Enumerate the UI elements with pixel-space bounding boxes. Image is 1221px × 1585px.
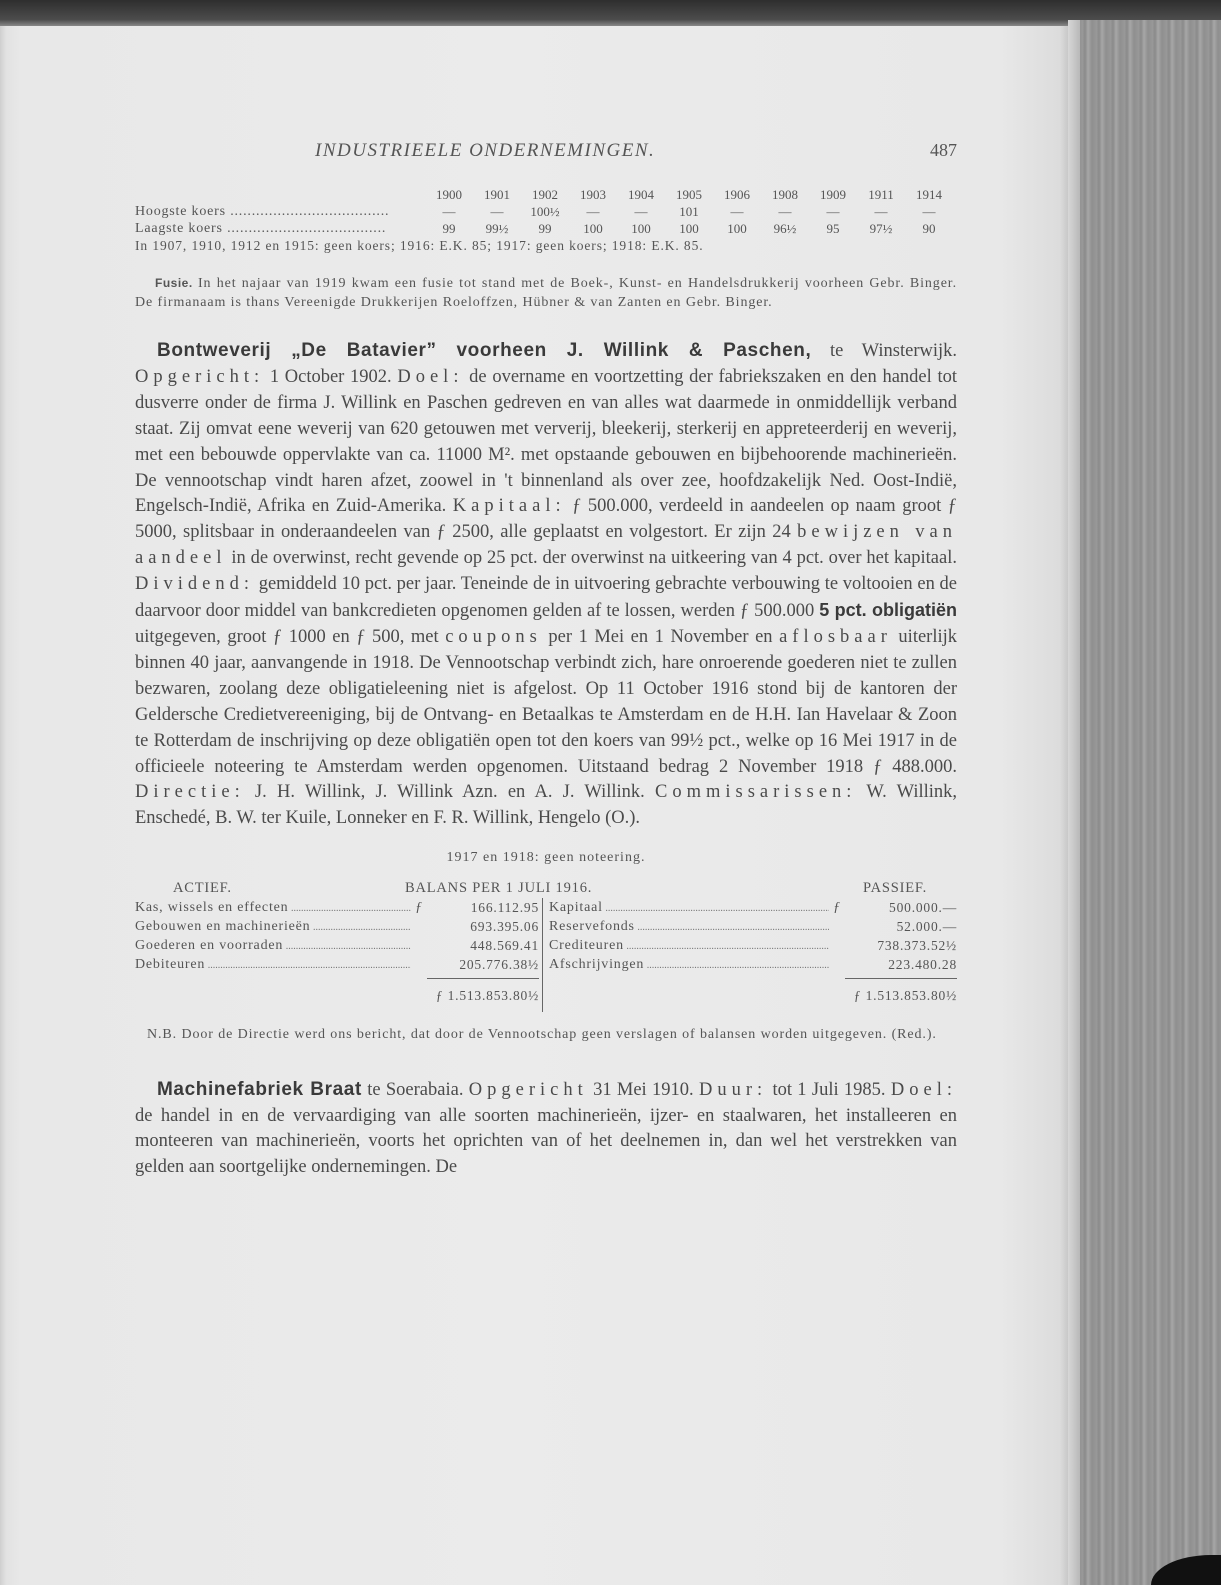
- balance-total-row: [135, 974, 539, 1012]
- value-cell: 90: [922, 221, 936, 236]
- value-cell: 100: [583, 221, 603, 236]
- book-top-shadow: [0, 0, 1221, 28]
- field-label: Duur:: [698, 1080, 768, 1101]
- value-cell: —: [922, 204, 936, 219]
- row-label: Laagste koers .....................................: [135, 221, 387, 236]
- value-cell: 97½: [869, 221, 893, 236]
- value-cell: 99: [442, 221, 456, 236]
- value-cell: —: [874, 204, 888, 219]
- running-title: INDUSTRIEELE ONDERNEMINGEN.: [315, 140, 656, 161]
- fusie-label: Fusie.: [155, 276, 193, 290]
- koers-header-row: [135, 186, 957, 203]
- value-cell: —: [586, 204, 600, 219]
- field-label: Opgericht: [468, 1080, 588, 1101]
- year-cell: 1911: [868, 187, 894, 202]
- koers-table: [135, 186, 957, 254]
- fusie-text: In het najaar van 1919 kwam een fusie tot stand met de Boek-, Kunst- en Handelsdrukkerij voorheen Gebr. Binger. De firmanaam is thans Vereenigde Drukkerijen Roeloffzen, Hübner & van Zanten en Gebr. Binger.: [135, 276, 957, 310]
- value-cell: 99½: [485, 221, 509, 236]
- balance-row: Gebouwen en machinerieën ..... 693.395.06: [135, 917, 539, 936]
- year-cell: 1908: [772, 187, 798, 202]
- field-label: Opgericht:: [135, 366, 265, 387]
- year-cell: 1903: [580, 187, 606, 202]
- entry-braat: Machinefabriek Braat te Soerabaia. Opgericht 31 Mei 1910. Duur: tot 1 Juli 1985. Doel: de handel in en de vervaardiging van alle soorten machinerieën, ijzer- en staalwaren, het installeeren en monteeren van machinerieën, voorts het oprichten van of het deelnemen in, dan wel het verstrekken van gelden aan soortgelijke ondernemingen. De: [135, 1079, 957, 1177]
- page-number: 487: [930, 140, 957, 160]
- balance-row: Afschrijvingen ..... 223.480.28: [549, 955, 957, 974]
- value-cell: 100: [727, 221, 747, 236]
- year-cell: 1906: [724, 187, 750, 202]
- no-listing-note: 1917 en 1918: geen noteering.: [446, 850, 646, 866]
- value-cell: 95: [826, 221, 840, 236]
- value-cell: —: [634, 204, 648, 219]
- koers-row-laagste: [135, 220, 957, 237]
- year-cell: 1902: [532, 187, 558, 202]
- field-label: Dividend:: [135, 574, 254, 595]
- actief-label: ACTIEF.: [173, 880, 232, 897]
- balance-grid: [135, 898, 957, 1012]
- value-cell: —: [442, 204, 456, 219]
- balance-sheet: [135, 880, 957, 1012]
- passief-column: [543, 898, 957, 1012]
- value-cell: 100: [679, 221, 699, 236]
- fusie-paragraph: [135, 274, 957, 312]
- total-passief: ƒ 1.513.853.80½: [845, 978, 957, 1012]
- balance-title: BALANS PER 1 JULI 1916.: [405, 880, 593, 897]
- page-content: [135, 134, 957, 1180]
- year-cell: 1900: [436, 187, 462, 202]
- field-label: bewijzen van aandeel: [135, 522, 957, 569]
- field-label: coupons: [445, 626, 542, 647]
- value-cell: —: [826, 204, 840, 219]
- year-cell: 1901: [484, 187, 510, 202]
- field-label: Directie:: [135, 782, 245, 803]
- book-page: [0, 26, 1068, 1585]
- koers-note: In 1907, 1910, 1912 en 1915: geen koers; 1916: E.K. 85; 1917: geen koers; 1918: E.K. 85.: [135, 238, 704, 253]
- balance-row: Kapitaal ..... ƒ 500.000.—: [549, 898, 957, 917]
- value-cell: 100: [631, 221, 651, 236]
- field-label: Doel:: [890, 1080, 957, 1101]
- balance-row: Goederen en voorraden ..... 448.569.41: [135, 936, 539, 955]
- row-label: Hoogste koers .....................................: [135, 204, 390, 219]
- nb-note: N.B. Door de Directie werd ons bericht, dat door de Vennootschap geen verslagen of balansen worden uitgegeven. (Red.).: [147, 1027, 937, 1043]
- value-cell: —: [778, 204, 792, 219]
- balance-total-row: [549, 974, 957, 1012]
- balance-header: [135, 880, 957, 898]
- obligatien-label: 5 pct. obligatiën: [819, 600, 957, 621]
- balance-row: Debiteuren ..... 205.776.38½: [135, 955, 539, 974]
- balance-row: Reservefonds ..... 52.000.—: [549, 917, 957, 936]
- company-name: Bontweverij „De Batavier” voorheen J. Willink & Paschen,: [157, 340, 812, 361]
- passief-label: PASSIEF.: [863, 880, 927, 897]
- year-cell: 1909: [820, 187, 846, 202]
- field-label: Doel:: [397, 366, 464, 387]
- value-cell: 96½: [773, 221, 797, 236]
- running-head: [135, 134, 957, 170]
- balance-row: Crediteuren ..... 738.373.52½: [549, 936, 957, 955]
- field-label: Kapitaal:: [452, 496, 566, 517]
- value-cell: 100½: [530, 204, 560, 219]
- value-cell: —: [490, 204, 504, 219]
- year-cell: 1904: [628, 187, 654, 202]
- field-label: Commissarissen:: [655, 782, 857, 803]
- actief-column: [135, 898, 543, 1012]
- field-label: aflosbaar: [779, 626, 892, 647]
- year-cell: 1914: [916, 187, 942, 202]
- koers-row-hoogste: [135, 203, 957, 220]
- value-cell: 99: [538, 221, 552, 236]
- balance-row: Kas, wissels en effecten ..... ƒ 166.112.95: [135, 898, 539, 917]
- value-cell: 101: [679, 204, 699, 219]
- value-cell: —: [730, 204, 744, 219]
- entry-bontweverij: Bontweverij „De Batavier” voorheen J. Willink & Paschen, te Winsterwijk. Opgericht: 1 October 1902. Doel: de overname en voortzetting der fabriekszaken en den handel tot dusverre onder de firma J. Willink en Paschen gedreven en van alles wat daarmede in onmiddellijk verband staat. Zij omvat eene weverij van 620 getouwen met ververij, bleekerij, sterkerij en appreteerderij en weverij, met een bebouwde oppervlakte van ca. 11000 M². met opstaande gebouwen en bijbehoorende machinerieën. De vennootschap vindt haren afzet, zoowel in 't binnenland als over zee, hoofdzakelijk Ned. Oost-Indië, Engelsch-Indië, Afrika en Zuid-Amerika. Kapitaal: ƒ 500.000, verdeeld in aandeelen op naam groot ƒ 5000, splitsbaar in onderaandeelen van ƒ 2500, alle geplaatst en volgestort. Er zijn 24 bewijzen van aandeel in de overwinst, recht gevende op 25 pct. der overwinst na uitkeering van 4 pct. over het kapitaal. Dividend: gemiddeld 10 pct. per jaar. Teneinde de in uitvoering gebrachte verbouwing te voltooien en de daarvoor door middel van bankcredieten opgenomen gelden af te lossen, werden ƒ 500.000 5 pct. obligatiën uitgegeven, groot ƒ 1000 en ƒ 500, met coupons per 1 Mei en 1 November en aflosbaar uiterlijk binnen 40 jaar, aanvangende in 1918. De Vennootschap verbindt zich, hare onroerende goederen niet te zullen bezwaren, zoolang deze obligatieleening niet is afgelost. Op 11 October 1916 stond bij de kantoren der Geldersche Credietvereeniging, bij de Ontvang- en Betaalkas te Amsterdam en de H.H. Ian Havelaar & Zoon te Rotterdam de inschrijving op deze obligatiën open tot den koers van 99½ pct., welke op 16 Mei 1917 in de officieele noteering te Amsterdam werden opgenomen. Uitstaand bedrag 2 November 1918 ƒ 488.000. Directie: J. H. Willink, J. Willink Azn. en A. J. Willink. Commissarissen: W. Willink, Enschedé, B. W. ter Kuile, Lonneker en F. R. Willink, Hengelo (O.).: [135, 340, 957, 829]
- year-cell: 1905: [676, 187, 702, 202]
- total-actief: ƒ 1.513.853.80½: [427, 978, 539, 1012]
- book-page-edges: [1068, 20, 1221, 1585]
- company-name: Machinefabriek Braat: [157, 1079, 362, 1101]
